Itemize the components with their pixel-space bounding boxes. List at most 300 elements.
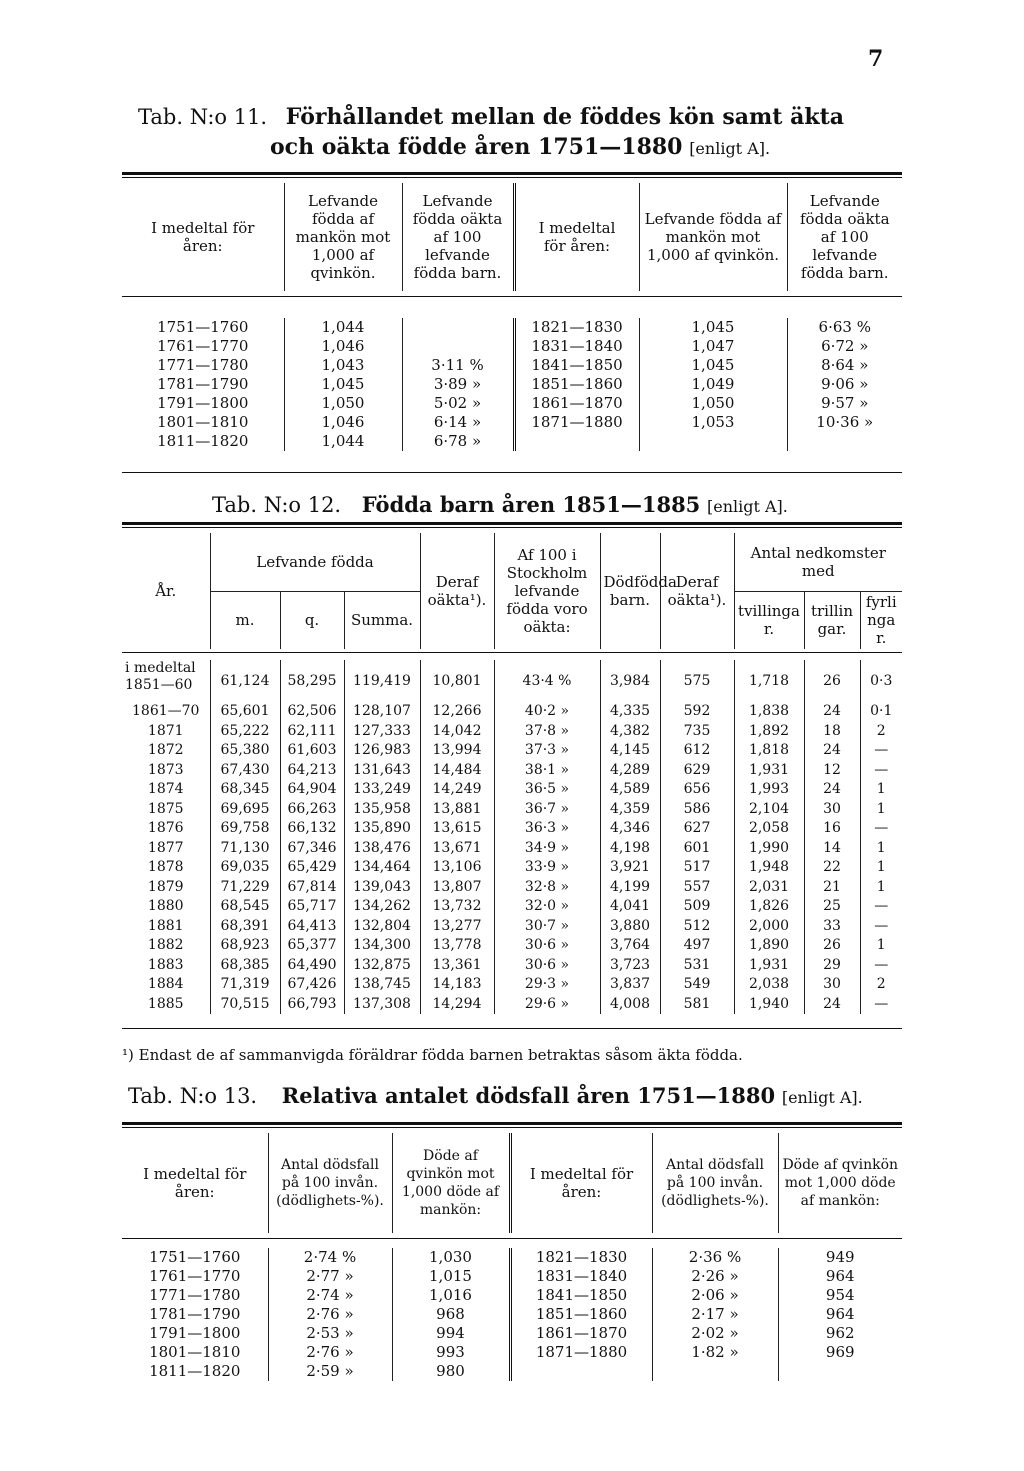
tab13-deaths: 1·82 » — [652, 1343, 778, 1362]
tab12-deraf: 13,106 — [420, 858, 494, 878]
tab12-col-quads: fyrlingar. — [860, 591, 902, 649]
tab12-deraf: 14,294 — [420, 995, 494, 1015]
tab12-m: 71,130 — [210, 839, 280, 859]
tab12-col-triplets: trillingar. — [804, 591, 860, 649]
tab12-header-table — [122, 533, 902, 649]
tab12-sthlm: 34·9 » — [494, 839, 600, 859]
tab12-twins: 1,892 — [734, 722, 804, 742]
tab13-period: 1871—1880 — [510, 1343, 652, 1362]
tab11-ratio — [639, 432, 787, 451]
tab12-sum: 133,249 — [344, 780, 420, 800]
tab12-twins: 1,993 — [734, 780, 804, 800]
tab12-deraf: 14,484 — [420, 761, 494, 781]
tab13-period: 1861—1870 — [510, 1324, 652, 1343]
tab11-illegit — [787, 432, 902, 451]
tab12-q: 65,717 — [280, 897, 344, 917]
tab12-still: 4,041 — [600, 897, 660, 917]
tab11-ratio: 1,050 — [284, 394, 402, 413]
tab13-ratio: 1,015 — [392, 1267, 510, 1286]
tab11-caption-2 — [270, 134, 770, 160]
tab13-deaths: 2·76 » — [268, 1305, 392, 1324]
tab12-deraf2: 601 — [660, 839, 734, 859]
tab13-deaths: 2·17 » — [652, 1305, 778, 1324]
tab13-header-rule — [122, 1238, 902, 1239]
tab12-year: 1884 — [147, 976, 184, 992]
tab12-year: 1883 — [147, 956, 184, 973]
tab11-label: Tab. N:o 11. — [138, 105, 268, 129]
tab12-footnote-text: ¹) Endast de af sammanvigda föräldrar födda barnen betraktas såsom äkta födda. — [122, 1046, 743, 1064]
tab12-deraf2: 627 — [660, 819, 734, 839]
tab13-period: 1801—1810 — [149, 1343, 241, 1361]
tab12-m: 68,545 — [210, 897, 280, 917]
tab11-period: 1861—1870 — [514, 394, 639, 413]
tab13-deaths: 2·06 » — [652, 1286, 778, 1305]
tab13-row — [122, 1248, 902, 1267]
tab12-sthlm: 30·7 » — [494, 917, 600, 937]
tab11-row — [122, 432, 902, 451]
tab13-col-period-2: I medeltal för åren: — [510, 1133, 652, 1233]
tab12-m: 71,229 — [210, 878, 280, 898]
tab12-q: 66,263 — [280, 800, 344, 820]
tab12-row — [122, 956, 902, 976]
tab13-top-rule-thin — [122, 1127, 902, 1128]
tab12-row — [122, 800, 902, 820]
tab12-still: 4,145 — [600, 741, 660, 761]
tab13-ratio — [778, 1362, 902, 1381]
tab12-still: 3,880 — [600, 917, 660, 937]
tab12-q: 62,506 — [280, 702, 344, 722]
tab12-deraf: 13,807 — [420, 878, 494, 898]
tab13-ratio: 969 — [778, 1343, 902, 1362]
tab12-deraf2: 656 — [660, 780, 734, 800]
tab12-triplets: 14 — [804, 839, 860, 859]
tab12-row — [122, 819, 902, 839]
tab12-q: 62,111 — [280, 722, 344, 742]
tab13-body — [122, 1248, 902, 1381]
tab11-illegit — [402, 337, 514, 356]
tab12-q: 65,429 — [280, 858, 344, 878]
tab12-year: 1880 — [147, 898, 184, 914]
tab12-triplets: 24 — [804, 995, 860, 1015]
tab13-deaths: 2·53 » — [268, 1324, 392, 1343]
tab12-twins: 1,826 — [734, 897, 804, 917]
tab12-twins: 1,838 — [734, 702, 804, 722]
tab12-sthlm: 36·3 » — [494, 819, 600, 839]
tab12-m: 61,124 — [210, 660, 280, 702]
tab12-row — [122, 936, 902, 956]
tab12-sum: 135,958 — [344, 800, 420, 820]
tab12-sthlm: 36·7 » — [494, 800, 600, 820]
tab11-top-rule-thin — [122, 177, 902, 178]
tab11-ratio: 1,046 — [284, 337, 402, 356]
tab12-m: 67,430 — [210, 761, 280, 781]
tab13-header-table — [122, 1133, 902, 1233]
tab12-deraf2: 497 — [660, 936, 734, 956]
tab12-body — [122, 660, 902, 1014]
tab11-title-line2: och oäkta födde åren 1751—1880 — [270, 134, 683, 160]
tab13-caption — [128, 1083, 863, 1108]
tab12-sthlm: 30·6 » — [494, 956, 600, 976]
tab12-quads: 2 — [860, 722, 902, 742]
tab13-col-period: I medeltal för åren: — [143, 1165, 247, 1201]
tab12-top-rule — [122, 522, 902, 525]
tab12-triplets: 25 — [804, 897, 860, 917]
tab12-deraf2: 735 — [660, 722, 734, 742]
tab12-col-m: m. — [210, 591, 280, 649]
tab12-q: 64,213 — [280, 761, 344, 781]
tab12-twins: 2,058 — [734, 819, 804, 839]
tab12-row — [122, 780, 902, 800]
tab12-quads: 1 — [860, 858, 902, 878]
tab13-deaths: 2·02 » — [652, 1324, 778, 1343]
tab12-title: Födda barn åren 1851—1885 — [361, 492, 701, 517]
tab11-period: 1871—1880 — [514, 413, 639, 432]
tab11-row — [122, 413, 902, 432]
tab12-row — [122, 995, 902, 1015]
tab12-m: 69,695 — [210, 800, 280, 820]
tab12-year-b: 1851—60 — [125, 677, 193, 693]
tab11-ratio: 1,047 — [639, 337, 787, 356]
tab12-twins: 2,031 — [734, 878, 804, 898]
tab12-col-multiple: Antal nedkomster med — [734, 533, 902, 591]
tab12-row — [122, 702, 902, 722]
tab12-triplets: 24 — [804, 702, 860, 722]
tab11-header-rule — [122, 296, 902, 297]
tab11-col-period-2: I medeltal för åren: — [514, 183, 639, 291]
tab13-period: 1751—1760 — [149, 1248, 241, 1266]
tab12-year: 1861—70 — [132, 703, 200, 719]
tab12-still: 4,359 — [600, 800, 660, 820]
tab12-m: 65,380 — [210, 741, 280, 761]
tab13-period: 1771—1780 — [149, 1286, 241, 1304]
tab12-deraf: 14,183 — [420, 975, 494, 995]
tab11-caption — [138, 104, 844, 130]
tab12-m: 65,601 — [210, 702, 280, 722]
tab12-sthlm: 32·0 » — [494, 897, 600, 917]
tab12-deraf: 12,266 — [420, 702, 494, 722]
tab12-quads: 0·1 — [860, 702, 902, 722]
tab12-sthlm: 32·8 » — [494, 878, 600, 898]
tab12-year-a: i medeltal — [125, 660, 196, 676]
tab12-m: 68,345 — [210, 780, 280, 800]
tab12-triplets: 12 — [804, 761, 860, 781]
tab12-triplets: 29 — [804, 956, 860, 976]
tab11-row — [122, 318, 902, 337]
tab12-deraf2: 629 — [660, 761, 734, 781]
tab12-col-stockholm: Af 100 i Stockholm lefvande födda voro oäkta: — [494, 533, 600, 649]
tab12-still: 3,837 — [600, 975, 660, 995]
tab12-sum: 137,308 — [344, 995, 420, 1015]
tab12-m: 68,385 — [210, 956, 280, 976]
tab12-quads: — — [860, 741, 902, 761]
tab12-deraf: 13,994 — [420, 741, 494, 761]
tab12-label: Tab. N:o 12. — [212, 493, 342, 517]
tab11-top-rule — [122, 172, 902, 175]
tab11-ratio: 1,045 — [639, 356, 787, 375]
tab12-deraf: 10,801 — [420, 660, 494, 702]
tab13-ratio: 949 — [778, 1248, 902, 1267]
tab13-deaths: 2·59 » — [268, 1362, 392, 1381]
tab12-twins: 1,931 — [734, 761, 804, 781]
tab12-q: 65,377 — [280, 936, 344, 956]
tab12-deraf2: 581 — [660, 995, 734, 1015]
tab12-deraf2: 512 — [660, 917, 734, 937]
tab12-sum: 135,890 — [344, 819, 420, 839]
tab13-ratio: 994 — [392, 1324, 510, 1343]
tab11-source: [enligt A]. — [689, 139, 771, 158]
tab12-m: 68,391 — [210, 917, 280, 937]
tab11-col-illegit-2: Lefvande födda oäkta af 100 lefvande födda barn. — [787, 183, 902, 291]
tab12-q: 64,490 — [280, 956, 344, 976]
tab12-year: 1878 — [147, 859, 184, 875]
tab13-source: [enligt A]. — [781, 1088, 863, 1107]
tab12-sum: 138,745 — [344, 975, 420, 995]
tab13-col-ratio-2: Döde af qvinkön mot 1,000 döde af mankön: — [778, 1133, 902, 1233]
tab13-period — [510, 1362, 652, 1381]
tab13-row — [122, 1305, 902, 1324]
tab12-m: 69,758 — [210, 819, 280, 839]
tab12-twins: 1,940 — [734, 995, 804, 1015]
tab12-row — [122, 660, 902, 702]
tab11-col-period: I medeltal för åren: — [151, 219, 255, 255]
tab11-period: 1791—1800 — [157, 394, 249, 412]
tab13-period: 1791—1800 — [149, 1324, 241, 1342]
tab11-period: 1831—1840 — [514, 337, 639, 356]
tab12-col-deraf2: Deraf oäkta¹). — [660, 533, 734, 649]
tab11-ratio: 1,049 — [639, 375, 787, 394]
tab12-sum: 134,300 — [344, 936, 420, 956]
tab13-row — [122, 1267, 902, 1286]
tab12-row — [122, 741, 902, 761]
tab12-triplets: 18 — [804, 722, 860, 742]
tab12-quads: — — [860, 995, 902, 1015]
tab12-col-stillborn: Dödfödda barn. — [600, 533, 660, 649]
tab12-sthlm: 33·9 » — [494, 858, 600, 878]
tab12-deraf: 13,881 — [420, 800, 494, 820]
tab12-year: 1877 — [147, 839, 184, 856]
tab12-header-rule — [122, 652, 902, 653]
tab13-period: 1781—1790 — [149, 1305, 241, 1323]
tab11-header-table — [122, 183, 902, 291]
tab12-sum: 134,262 — [344, 897, 420, 917]
tab12-triplets: 21 — [804, 878, 860, 898]
tab12-deraf: 14,249 — [420, 780, 494, 800]
tab11-illegit — [402, 318, 514, 337]
tab12-deraf2: 575 — [660, 660, 734, 702]
tab12-col-year: År. — [155, 582, 177, 600]
tab11-ratio: 1,050 — [639, 394, 787, 413]
tab12-sthlm: 36·5 » — [494, 780, 600, 800]
tab13-deaths: 2·36 % — [652, 1248, 778, 1267]
tab12-m: 71,319 — [210, 975, 280, 995]
tab11-ratio: 1,053 — [639, 413, 787, 432]
tab12-still: 3,984 — [600, 660, 660, 702]
tab13-ratio: 954 — [778, 1286, 902, 1305]
tab12-deraf: 13,361 — [420, 956, 494, 976]
tab13-col-deaths-2: Antal dödsfall på 100 invån. (dödlighets-%). — [652, 1133, 778, 1233]
tab12-col-deraf: Deraf oäkta¹). — [420, 533, 494, 649]
tab11-row — [122, 337, 902, 356]
tab12-sthlm: 29·3 » — [494, 975, 600, 995]
tab11-ratio: 1,045 — [284, 375, 402, 394]
tab11-bottom-rule — [122, 472, 902, 473]
tab12-row — [122, 858, 902, 878]
tab12-q: 64,904 — [280, 780, 344, 800]
tab13-ratio: 962 — [778, 1324, 902, 1343]
tab12-triplets: 30 — [804, 975, 860, 995]
tab12-twins: 1,718 — [734, 660, 804, 702]
tab12-sum: 139,043 — [344, 878, 420, 898]
tab13-col-ratio: Döde af qvinkön mot 1,000 döde af mankön: — [392, 1133, 510, 1233]
tab12-deraf: 13,671 — [420, 839, 494, 859]
tab12-still: 3,764 — [600, 936, 660, 956]
tab13-period: 1841—1850 — [510, 1286, 652, 1305]
tab12-year: 1874 — [147, 781, 184, 797]
tab12-sthlm: 43·4 % — [494, 660, 600, 702]
tab13-period: 1811—1820 — [149, 1362, 241, 1380]
tab12-triplets: 24 — [804, 741, 860, 761]
tab12-deraf2: 517 — [660, 858, 734, 878]
tab12-quads: 1 — [860, 878, 902, 898]
tab12-m: 65,222 — [210, 722, 280, 742]
tab12-twins: 1,890 — [734, 936, 804, 956]
tab12-caption — [212, 492, 788, 517]
tab12-sum: 134,464 — [344, 858, 420, 878]
tab12-q: 58,295 — [280, 660, 344, 702]
tab12-still: 4,289 — [600, 761, 660, 781]
tab12-triplets: 16 — [804, 819, 860, 839]
tab11-col-ratio-2: Lefvande födda af mankön mot 1,000 af qvinkön. — [639, 183, 787, 291]
tab12-col-alive: Lefvande födda — [210, 533, 420, 591]
tab11-period: 1851—1860 — [514, 375, 639, 394]
tab11-body — [122, 318, 902, 451]
tab12-quads: 1 — [860, 800, 902, 820]
tab13-period: 1831—1840 — [510, 1267, 652, 1286]
tab12-year: 1882 — [147, 937, 184, 953]
tab13-ratio: 964 — [778, 1305, 902, 1324]
tab12-q: 61,603 — [280, 741, 344, 761]
tab13-deaths: 2·74 » — [268, 1286, 392, 1305]
tab12-quads: 1 — [860, 780, 902, 800]
tab13-ratio: 964 — [778, 1267, 902, 1286]
tab11-col-illegit: Lefvande födda oäkta af 100 lefvande födda barn. — [402, 183, 514, 291]
tab12-row — [122, 897, 902, 917]
tab12-deraf: 13,615 — [420, 819, 494, 839]
tab12-still: 4,346 — [600, 819, 660, 839]
tab12-deraf2: 549 — [660, 975, 734, 995]
tab12-col-q: q. — [280, 591, 344, 649]
tab12-row — [122, 761, 902, 781]
tab12-twins: 2,104 — [734, 800, 804, 820]
tab13-deaths: 2·26 » — [652, 1267, 778, 1286]
tab12-triplets: 26 — [804, 660, 860, 702]
tab12-q: 67,346 — [280, 839, 344, 859]
tab13-row — [122, 1286, 902, 1305]
tab12-year: 1879 — [147, 878, 184, 895]
tab12-sum: 132,804 — [344, 917, 420, 937]
tab12-quads: 1 — [860, 839, 902, 859]
tab12-deraf2: 557 — [660, 878, 734, 898]
tab12-quads: — — [860, 761, 902, 781]
tab13-row — [122, 1362, 902, 1381]
tab12-q: 66,132 — [280, 819, 344, 839]
tab12-q: 66,793 — [280, 995, 344, 1015]
tab11-period: 1751—1760 — [157, 318, 249, 336]
tab11-period: 1771—1780 — [157, 356, 249, 374]
tab12-sum: 132,875 — [344, 956, 420, 976]
tab11-ratio: 1,044 — [284, 318, 402, 337]
tab12-row — [122, 917, 902, 937]
tab12-still: 4,589 — [600, 780, 660, 800]
tab12-row — [122, 878, 902, 898]
tab12-twins: 2,000 — [734, 917, 804, 937]
tab13-ratio: 1,016 — [392, 1286, 510, 1305]
tab12-twins: 1,948 — [734, 858, 804, 878]
tab11-ratio: 1,046 — [284, 413, 402, 432]
tab11-illegit: 10·36 » — [787, 413, 902, 432]
tab12-year — [122, 660, 210, 702]
tab12-sum: 126,983 — [344, 741, 420, 761]
tab12-sum: 127,333 — [344, 722, 420, 742]
tab12-deraf2: 509 — [660, 897, 734, 917]
tab12-q: 67,814 — [280, 878, 344, 898]
tab11-illegit: 5·02 » — [402, 394, 514, 413]
tab12-triplets: 24 — [804, 780, 860, 800]
tab11-illegit: 6·14 » — [402, 413, 514, 432]
tab13-row — [122, 1343, 902, 1362]
tab12-year: 1875 — [147, 800, 184, 817]
tab11-period: 1811—1820 — [157, 432, 249, 450]
tab12-source: [enligt A]. — [706, 497, 788, 516]
tab11-illegit: 8·64 » — [787, 356, 902, 375]
tab11-title-line1: Förhållandet mellan de föddes kön samt äkta — [285, 104, 845, 130]
tab12-bottom-rule — [122, 1028, 902, 1029]
tab12-deraf: 13,277 — [420, 917, 494, 937]
tab12-row — [122, 975, 902, 995]
tab12-deraf: 14,042 — [420, 722, 494, 742]
tab12-sthlm: 40·2 » — [494, 702, 600, 722]
tab12-sthlm: 38·1 » — [494, 761, 600, 781]
tab12-sthlm: 37·8 » — [494, 722, 600, 742]
tab13-deaths: 2·77 » — [268, 1267, 392, 1286]
tab12-quads: 2 — [860, 975, 902, 995]
tab12-deraf2: 531 — [660, 956, 734, 976]
tab13-ratio: 980 — [392, 1362, 510, 1381]
tab12-twins: 1,931 — [734, 956, 804, 976]
tab12-quads: — — [860, 917, 902, 937]
tab12-quads: — — [860, 897, 902, 917]
tab12-q: 64,413 — [280, 917, 344, 937]
tab11-period: 1801—1810 — [157, 413, 249, 431]
tab11-row — [122, 375, 902, 394]
tab12-col-twins: tvillingar. — [734, 591, 804, 649]
tab13-deaths: 2·74 % — [268, 1248, 392, 1267]
tab12-still: 3,921 — [600, 858, 660, 878]
tab12-quads: — — [860, 956, 902, 976]
tab11-row — [122, 356, 902, 375]
tab12-m: 68,923 — [210, 936, 280, 956]
tab11-illegit: 9·06 » — [787, 375, 902, 394]
tab12-sthlm: 37·3 » — [494, 741, 600, 761]
tab13-period: 1821—1830 — [510, 1248, 652, 1267]
tab12-still: 4,008 — [600, 995, 660, 1015]
tab13-title: Relativa antalet dödsfall åren 1751—1880 — [281, 1083, 776, 1108]
tab12-deraf2: 612 — [660, 741, 734, 761]
tab12-year: 1885 — [147, 995, 184, 1012]
tab11-ratio: 1,044 — [284, 432, 402, 451]
tab12-still: 4,335 — [600, 702, 660, 722]
tab12-triplets: 26 — [804, 936, 860, 956]
